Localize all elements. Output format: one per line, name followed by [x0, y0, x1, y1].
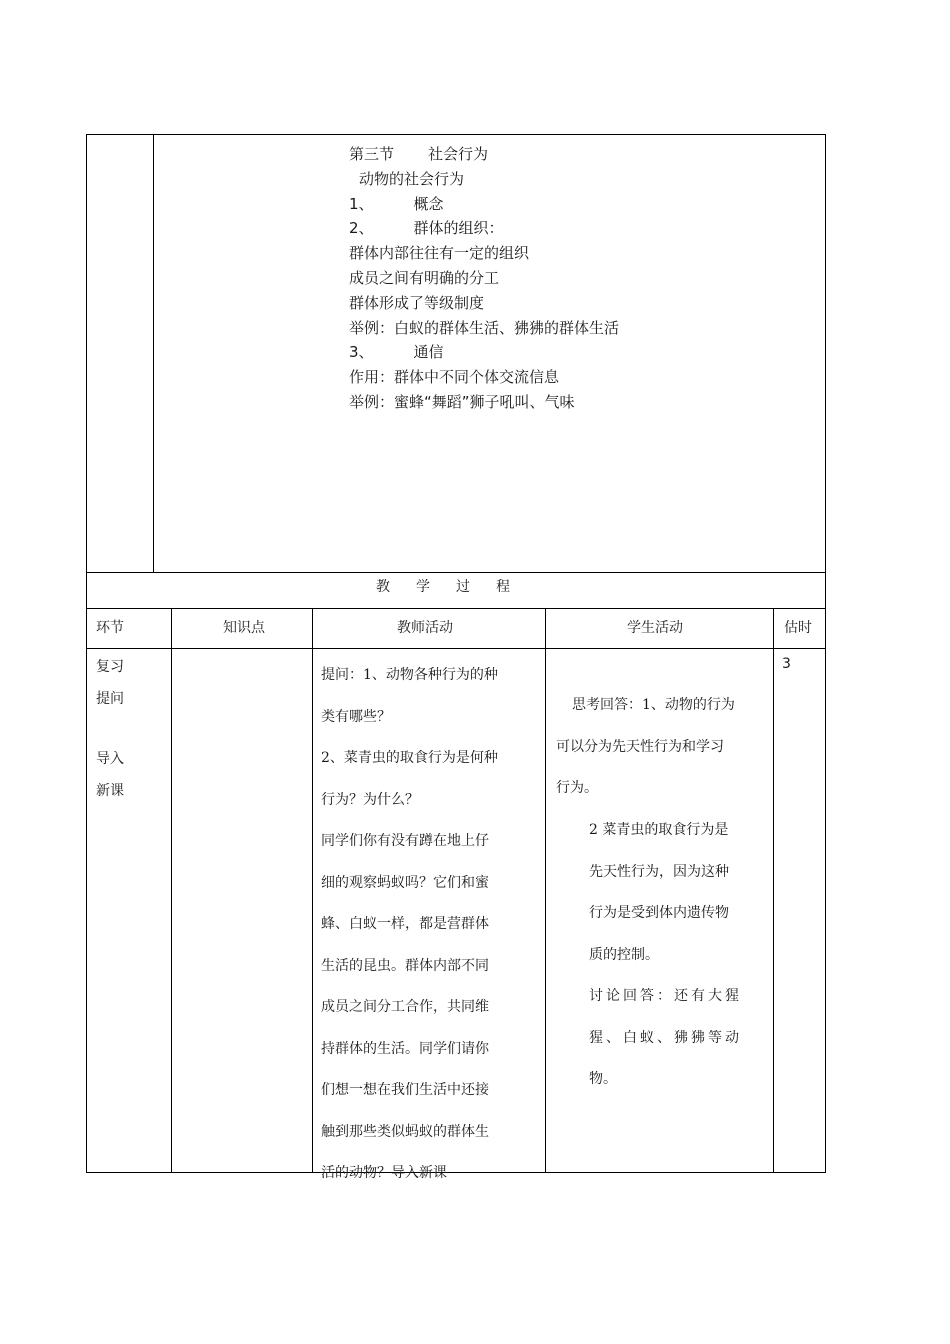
student-line: 讨论回答：还有大猩 [589, 988, 742, 1004]
board-section-title: 第三节 社会行为 [349, 145, 489, 163]
table-top-border [86, 134, 826, 135]
teacher-line: 持群体的生活。同学们请你 [321, 1040, 489, 1057]
col-divider-1 [171, 608, 172, 1173]
header-bottom-border [86, 648, 826, 649]
teacher-activity-cell [321, 655, 541, 1195]
col-divider-3 [545, 608, 546, 1173]
time-value: 3 [782, 656, 791, 672]
teacher-line: 类有哪些？ [321, 708, 391, 725]
table-left-border [86, 134, 87, 1173]
banner-bottom-border [86, 608, 826, 609]
student-activity-cell-a [556, 685, 735, 810]
section-line: 复习 [96, 659, 124, 675]
board-notes [349, 142, 619, 415]
teacher-line: 触到那些类似蚂蚁的群体生 [321, 1123, 489, 1140]
board-line: 群体形成了等级制度 [349, 293, 485, 312]
header-section: 环节 [96, 620, 124, 636]
board-line: 举例：白蚁的群体生活、狒狒的群体生活 [349, 318, 620, 337]
table-right-border [825, 134, 826, 1173]
header-student: 学生活动 [627, 620, 683, 636]
student-activity-cell-b [589, 810, 742, 1101]
col-divider-2 [312, 608, 313, 1173]
process-banner: 教学过程 [376, 579, 536, 595]
student-line: 猩、白蚁、狒狒等动 [589, 1029, 742, 1046]
board-item-3: 3、 通信 [349, 343, 444, 362]
board-line: 成员之间有明确的分工 [349, 268, 500, 287]
teacher-line: 提问：1、动物各种行为的种 [321, 667, 498, 683]
header-teacher: 教师活动 [397, 620, 453, 636]
upper-bottom-border [86, 572, 826, 573]
section-cell [96, 652, 124, 806]
student-line: 可以分为先天性行为和学习 [556, 738, 724, 755]
student-line: 物。 [589, 1071, 617, 1087]
section-line: 新课 [96, 783, 124, 799]
board-item-1: 1、 概念 [349, 194, 444, 213]
board-subtitle: 动物的社会行为 [359, 169, 465, 188]
upper-inner-divider [153, 134, 154, 572]
student-line: 质的控制。 [589, 946, 659, 963]
board-item-2: 2、 群体的组织： [349, 219, 504, 238]
board-line: 举例：蜜蜂“舞蹈”狮子吼叫、气味 [349, 392, 575, 411]
student-line: 行为。 [556, 780, 598, 796]
teacher-line: 行为？为什么？ [321, 791, 419, 808]
section-line: 导入 [96, 751, 124, 767]
teacher-line: 2、菜青虫的取食行为是何种 [321, 750, 498, 766]
teacher-line: 蜂、白蚁一样，都是营群体 [321, 916, 489, 932]
col-divider-4 [773, 608, 774, 1173]
student-line: 先天性行为，因为这种 [589, 863, 729, 880]
teacher-line: 成员之间分工合作，共同维 [321, 999, 489, 1015]
board-line: 群体内部往往有一定的组织 [349, 244, 530, 263]
header-time: 估时 [784, 620, 812, 636]
student-line: 行为是受到体内遗传物 [589, 905, 729, 921]
section-line: 提问 [96, 691, 124, 707]
teacher-line: 细的观察蚂蚁吗？它们和蜜 [321, 874, 489, 891]
student-line: 思考回答：1、动物的行为 [572, 697, 735, 713]
teacher-line: 活的动物？导入新课 [321, 1165, 447, 1181]
teacher-line: 们想一想在我们生活中还接 [321, 1082, 489, 1098]
teacher-line: 生活的昆虫。群体内部不同 [321, 957, 489, 974]
header-knowledge: 知识点 [223, 620, 265, 636]
student-line: 2 菜青虫的取食行为是 [589, 822, 729, 838]
board-line: 作用：群体中不同个体交流信息 [349, 368, 560, 387]
teacher-line: 同学们你有没有蹲在地上仔 [321, 833, 489, 849]
